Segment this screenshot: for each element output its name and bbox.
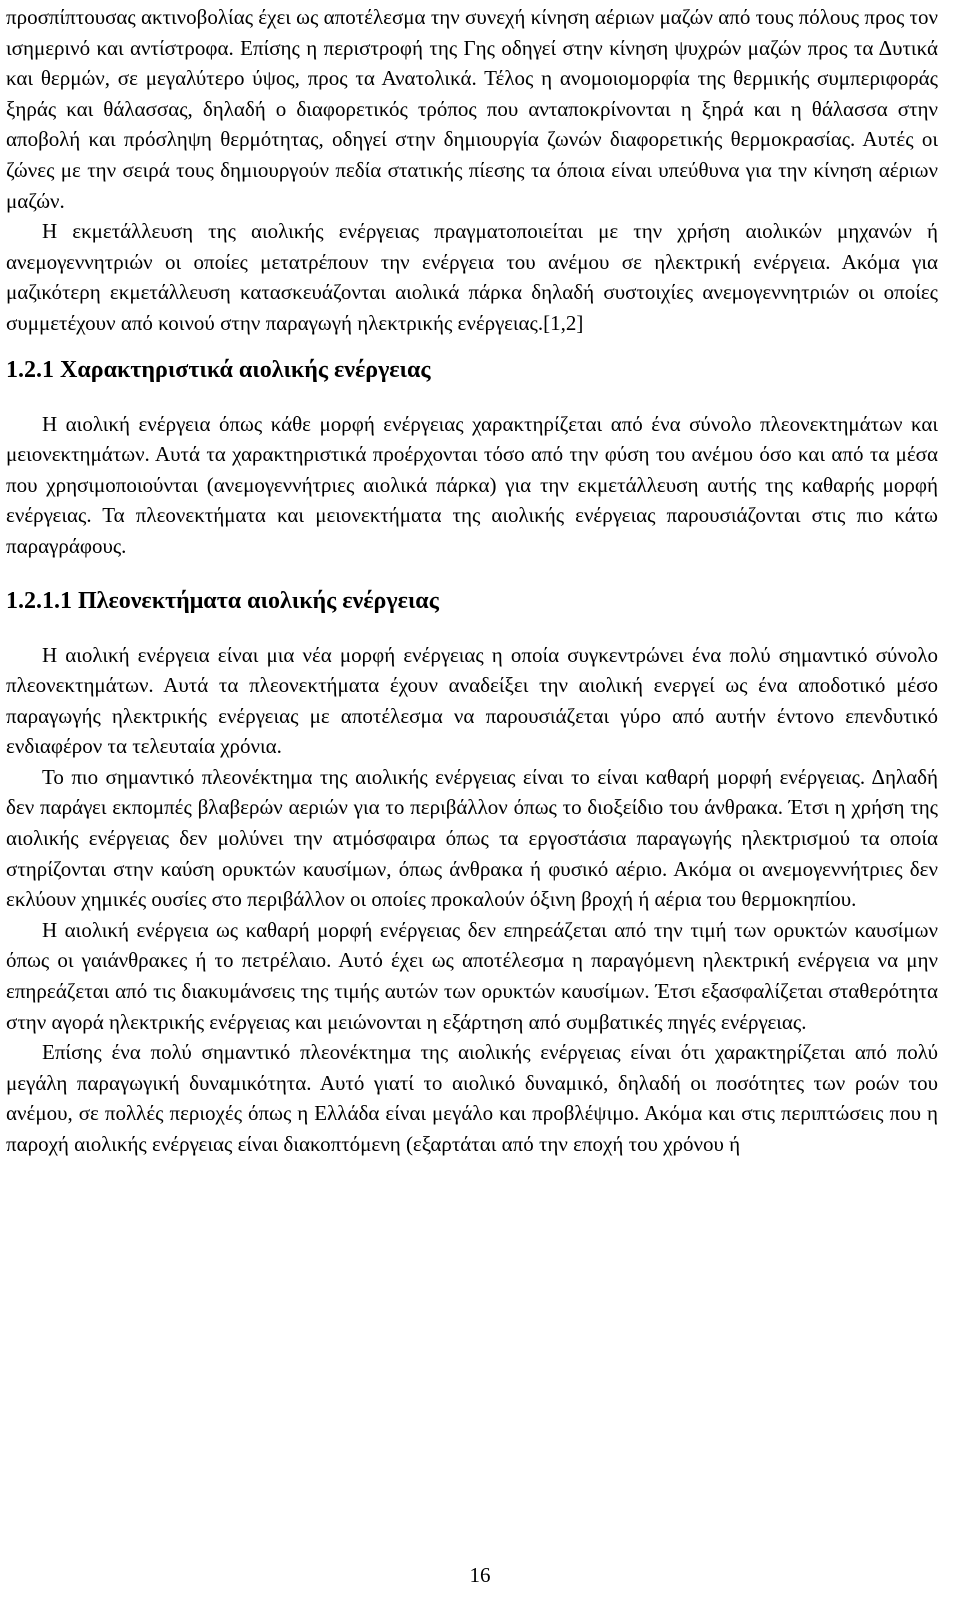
body-paragraph-intro: προσπίπτουσας ακτινοβολίας έχει ως αποτέλεσμα την συνεχή κίνηση αέριων μαζών από τους πόλους προς τον ισημερινό και αντίστροφα. Επίσης η περιστροφή της Γης οδηγεί στην κίνηση ψυχρών μαζών προς τα Δυτικά και θερμών, σε μεγαλύτερο ύψος, προς τα Ανατολικά. Τέλος η ανομοιομορφία της θερμικής συμπεριφοράς ξηράς και θάλασσας, δηλαδή ο διαφορετικός τρόπος που ανταποκρίνονται η ξηρά και η θάλασσα στην αποβολή και πρόσληψη θερμότητας, οδηγεί στην δημιουργία ζωνών διαφορετικής θερμοκρασίας. Αυτές οι ζώνες με την σειρά τους δημιουργούν πεδία στατικής πίεσης τα όποια είναι υπεύθυνα για την κίνηση αέριων μαζών. [6, 5, 938, 213]
body-paragraph-exploitation: Η εκμετάλλευση της αιολικής ενέργειας πραγματοποιείται με την χρήση αιολικών μηχανών ή ανεμογεννητριών οι οποίες μετατρέπουν την ενέργεια του ανέμου σε ηλεκτρική ενέργεια. Ακόμα για μαζικότερη εκμετάλλευση κατασκευάζονται αιολικά πάρκα δηλαδή συστοιχίες ανεμογεννητριών οι οποίες συμμετέχουν από κοινού στην παραγωγή ηλεκτρικής ενέργειας.[1,2] [6, 219, 938, 335]
advantages-paragraph-4: Επίσης ένα πολύ σημαντικό πλεονέκτημα της αιολικής ενέργειας είναι ότι χαρακτηρίζεται από πολύ μεγάλη παραγωγική δυναμικότητα. Αυτό γιατί το αιολικό δυναμικό, δηλαδή οι ποσότητες των ροών του ανέμου, σε πολλές περιοχές όπως η Ελλάδα είναι μεγάλο και προβλέψιμο. Ακόμα και στις περιπτώσεις που η παροχή αιολικής ενέργειας είναι διακοπτόμενη (εξαρτάται από την εποχή του χρόνου ή [6, 1040, 938, 1156]
advantages-paragraph-1: Η αιολική ενέργεια είναι μια νέα μορφή ενέργειας η οποία συγκεντρώνει ένα πολύ σημαντικό σύνολο πλεονεκτημάτων. Αυτά τα πλεονεκτήματα έχουν αναδείξει την αιολική ενεργεί ως ένα αποδοτικό μέσο παραγωγής ηλεκτρικής ενέργειας με αποτέλεσμα να παρουσιάζεται γύρο από αυτήν έντονο επενδυτικό ενδιαφέρον τα τελευταία χρόνια. [6, 642, 938, 759]
advantages-paragraph-3: Η αιολική ενέργεια ως καθαρή μορφή ενέργειας δεν επηρεάζεται από την τιμή των ορυκτών καυσίμων όπως οι γαιάνθρακες ή το πετρέλαιο. Αυτό έχει ως αποτέλεσμα η παραγόμενη ηλεκτρική ενέργεια να μην επηρεάζεται από τις διακυμάνσεις της τιμής αυτών των ορυκτών καυσίμων. Έτσι εξασφαλίζεται σταθερότητα στην αγορά ηλεκτρικής ενέργειας και μειώνονται η εξάρτηση από συμβατικές πηγές ενέργειας. [6, 917, 938, 1034]
page-number: 16 [469, 1563, 491, 1587]
document-page [6, 0, 938, 1160]
subsection-heading: 1.2.1.1 Πλεονεκτήματα αιολικής ενέργειας [6, 587, 439, 614]
section-heading: 1.2.1 Χαρακτηριστικά αιολικής ενέργειας [6, 356, 431, 383]
advantages-paragraph-2: Το πιο σημαντικό πλεονέκτημα της αιολικής ενέργειας είναι το είναι καθαρή μορφή ενέργειας. Δηλαδή δεν παράγει εκπομπές βλαβερών αεριών για το περιβάλλον όπως το διοξείδιο του άνθρακα. Έτσι η χρήση της αιολικής ενέργειας δεν μολύνει την ατμόσφαιρα όπως τα εργοστάσια παραγωγής ηλεκτρισμού τα οποία στηρίζονται στην καύση ορυκτών καυσίμων, όπως άνθρακα ή φυσικό αέριο. Ακόμα οι ανεμογεννήτριες δεν εκλύουν χημικές ουσίες στο περιβάλλον οι οποίες προκαλούν όξινη βροχή ή αέρια του θερμοκηπίου. [6, 764, 938, 912]
section-paragraph: Η αιολική ενέργεια όπως κάθε μορφή ενέργειας χαρακτηρίζεται από ένα σύνολο πλεονεκτημάτων και μειονεκτημάτων. Αυτά τα χαρακτηριστικά προέρχονται τόσο από την φύση του ανέμου όσο και από τα μέσα που χρησιμοποιούνται (ανεμογεννήτριες αιολικά πάρκα) για την εκμετάλλευση αυτής της καθαρής μορφή ενέργειας. Τα πλεονεκτήματα και μειονεκτήματα της αιολικής ενέργειας παρουσιάζονται στις πιο κάτω παραγράφους. [6, 411, 938, 558]
